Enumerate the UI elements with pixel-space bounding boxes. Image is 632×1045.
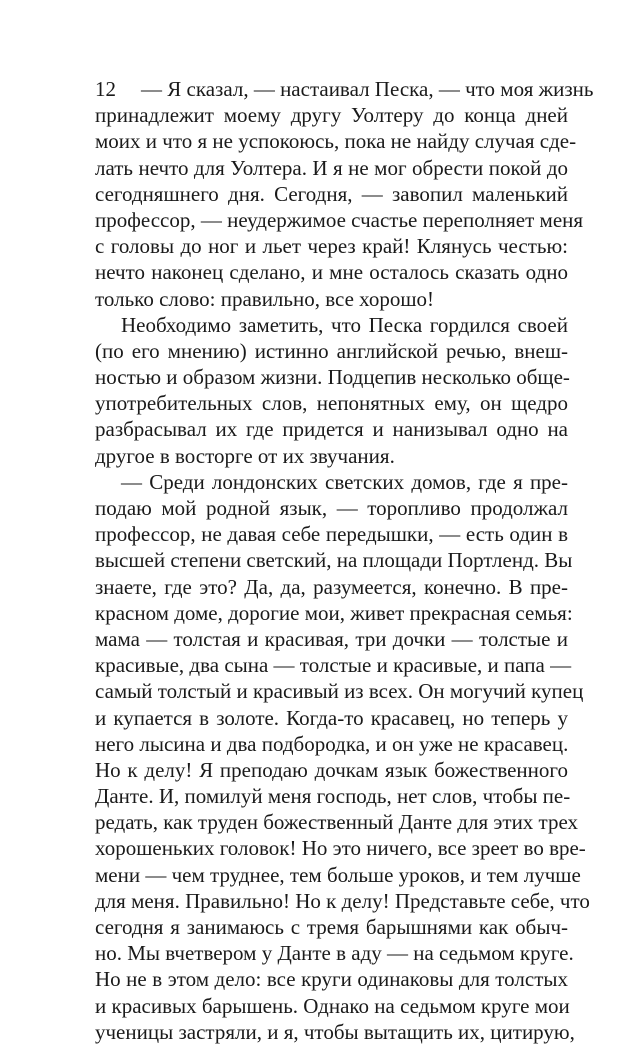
text-line: профессор, не давая себе передышки, — есть один в [95, 522, 568, 547]
text-line: и красивых барышень. Однако на седьмом круге мои [95, 993, 570, 1018]
text-line: для меня. Правильно! Но к делу! Представьте себе, что [95, 888, 590, 913]
text-line: Но к делу! Я преподаю дочкам язык божественного [95, 757, 568, 782]
text-line: подаю мой родной язык, — торопливо продолжал [95, 496, 568, 520]
text-line: Необходимо заметить, что Песка гордился своей [121, 312, 568, 337]
text-line: него лысина и два подбородка, и он уже не красавец. [95, 731, 569, 756]
text-line: редать, как труден божественный Данте для этих трех [95, 810, 579, 835]
text-line: сегодня я занимаюсь с тремя барышнями как обыч- [95, 915, 568, 939]
text-line: моих и что я не успокоюсь, пока не найду случая сде- [95, 129, 577, 154]
text-line: лать нечто для Уолтера. И я не мог обрести покой до [95, 155, 568, 180]
text-line: но. Мы вчетвером у Данте в аду — на седьмом круге. [95, 941, 574, 966]
text-line: и купается в золоте. Когда-то красавец, но теперь у [95, 705, 568, 730]
page-body [95, 76, 594, 1045]
text-line: — Я сказал, — настаивал Песка, — что моя жизнь [141, 77, 594, 101]
text-line: Данте. И, помилуй меня господь, нет слов, чтобы пе- [95, 784, 571, 809]
page-number: 12 [95, 77, 116, 101]
text-line: другое в восторге от их звучания. [95, 443, 395, 468]
text-line: мама — толстая и красивая, три дочки — толстые и [95, 626, 568, 651]
text-line: употребительных слов, непонятных ему, он щедро [95, 391, 568, 416]
text-line: разбрасывал их где придется и нанизывал одно на [95, 417, 568, 442]
text-line: высшей степени светский, на площади Портленд. Вы [95, 548, 573, 573]
text-line: (по его мнению) истинно английской речью, внеш- [95, 338, 568, 363]
text-line: принадлежит моему другу Уолтеру до конца дней [95, 103, 568, 128]
text-line: ученицы застряли, и я, чтобы вытащить их, цитирую, [95, 1019, 575, 1044]
text-line: — Среди лондонских светских домов, где я пре- [121, 469, 568, 494]
text-line: только слово: правильно, все хорошо! [95, 286, 435, 311]
text-line: нечто наконец сделано, и мне осталось сказать одно [95, 260, 568, 285]
text-line: с головы до ног и льет через край! Клянусь честью: [95, 234, 568, 259]
text-line: профессор, — неудержимое счастье переполняет меня [95, 207, 584, 232]
text-line: самый толстый и красивый из всех. Он могучий купец [95, 679, 584, 704]
text-line: знаете, где это? Да, да, разумеется, конечно. В пре- [95, 574, 568, 599]
text-line: красивые, два сына — толстые и красивые, и папа — [95, 653, 572, 678]
text-line: сегодняшнего дня. Сегодня, — завопил маленький [95, 181, 568, 206]
text-line: красном доме, дорогие мои, живет прекрасная семья: [95, 600, 573, 625]
text-line: хорошеньких головок! Но это ничего, все зреет во вре- [95, 836, 586, 861]
text-line: мени — чем труднее, тем больше уроков, и тем лучше [95, 862, 581, 887]
text-line: ностью и образом жизни. Подцепив несколько обще- [95, 365, 570, 390]
text-line: Но не в этом дело: все круги одинаковы для толстых [95, 967, 568, 992]
